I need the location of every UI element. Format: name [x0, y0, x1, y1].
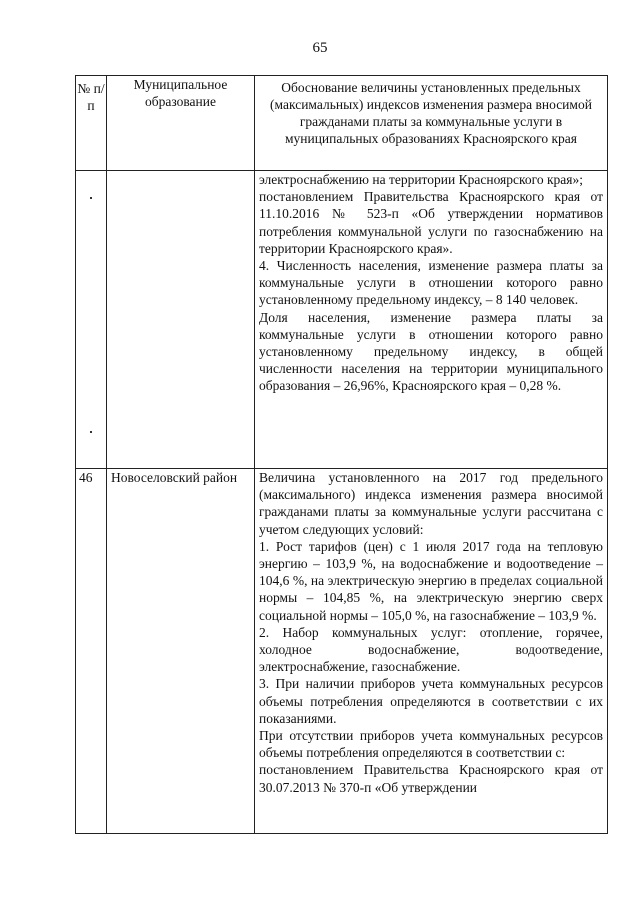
paragraph: 4. Численность населения, изменение размера платы за коммунальные услуги в отношении которого равно установленному предельному индексу, – 8 140 человек.	[259, 258, 603, 308]
row-num: 46	[79, 470, 93, 485]
paragraph: 3. При наличии приборов учета коммунальных ресурсов объемы потребления определяются в соответствии с их показаниями.	[259, 676, 603, 726]
paragraph: 2. Набор коммунальных услуг: отопление, горячее, холодное водоснабжение, водоотведение, электроснабжение, газоснабжение.	[259, 624, 603, 675]
row-num-cell	[76, 171, 107, 469]
page-number: 65	[312, 40, 328, 56]
row-municipality-cell	[107, 469, 255, 834]
header-num: № п/п	[76, 76, 107, 171]
paragraph: 1. Рост тарифов (цен) с 1 июля 2017 года на тепловую энергию – 103,9 %, на водоснабжение и водоотведение – 104,6 %, на электрическую энергию в пределах социальной нормы – 104,85 %, на электрическую энергию сверх социальной нормы – 105,0 %, на газоснабжение – 103,9 %.	[259, 538, 603, 623]
row-num	[76, 172, 82, 187]
header-justification: Обоснование величины установленных предельных (максимальных) индексов изменения размера вносимой гражданами платы за коммунальные услуги в муниципальных образованиях Красноярского края	[255, 76, 608, 171]
justification-table	[75, 75, 608, 834]
row-num-cell	[76, 469, 107, 834]
scan-mark	[90, 431, 92, 433]
paragraph: Доля населения, изменение размера платы за коммунальные услуги в отношении которого равно установленному предельному индексу, в общей численности населения на территории муниципального образования – 26,96%, Красноярского края – 0,28 %.	[259, 309, 603, 394]
row-justification-cell	[255, 469, 608, 834]
paragraph: постановлением Правительства Красноярского края от 11.10.2016 № 523-п «Об утверждении нормативов потребления коммунальной услуги по газоснабжению на территории Красноярского края».	[259, 189, 603, 256]
paragraph: Величина установленного на 2017 год предельного (максимального) индекса изменения размера вносимой гражданами платы за коммунальные услуги рассчитана с учетом следующих условий:	[259, 470, 603, 537]
paragraph: постановлением Правительства Красноярского края от 30.07.2013 № 370-п «Об утверждении	[259, 762, 603, 795]
paragraph: электроснабжению на территории Красноярского края»;	[259, 172, 583, 187]
table-header-row	[76, 76, 608, 171]
municipality-name: Новоселовский район	[111, 470, 238, 485]
table-row	[76, 469, 608, 834]
table-row	[76, 171, 608, 469]
scan-mark	[90, 197, 92, 199]
header-municipality: Муниципальное образование	[107, 76, 255, 171]
row-municipality-cell	[107, 171, 255, 469]
paragraph: При отсутствии приборов учета коммунальных ресурсов объемы потребления определяются в соответствии с:	[259, 728, 603, 761]
row-justification-cell	[255, 171, 608, 469]
